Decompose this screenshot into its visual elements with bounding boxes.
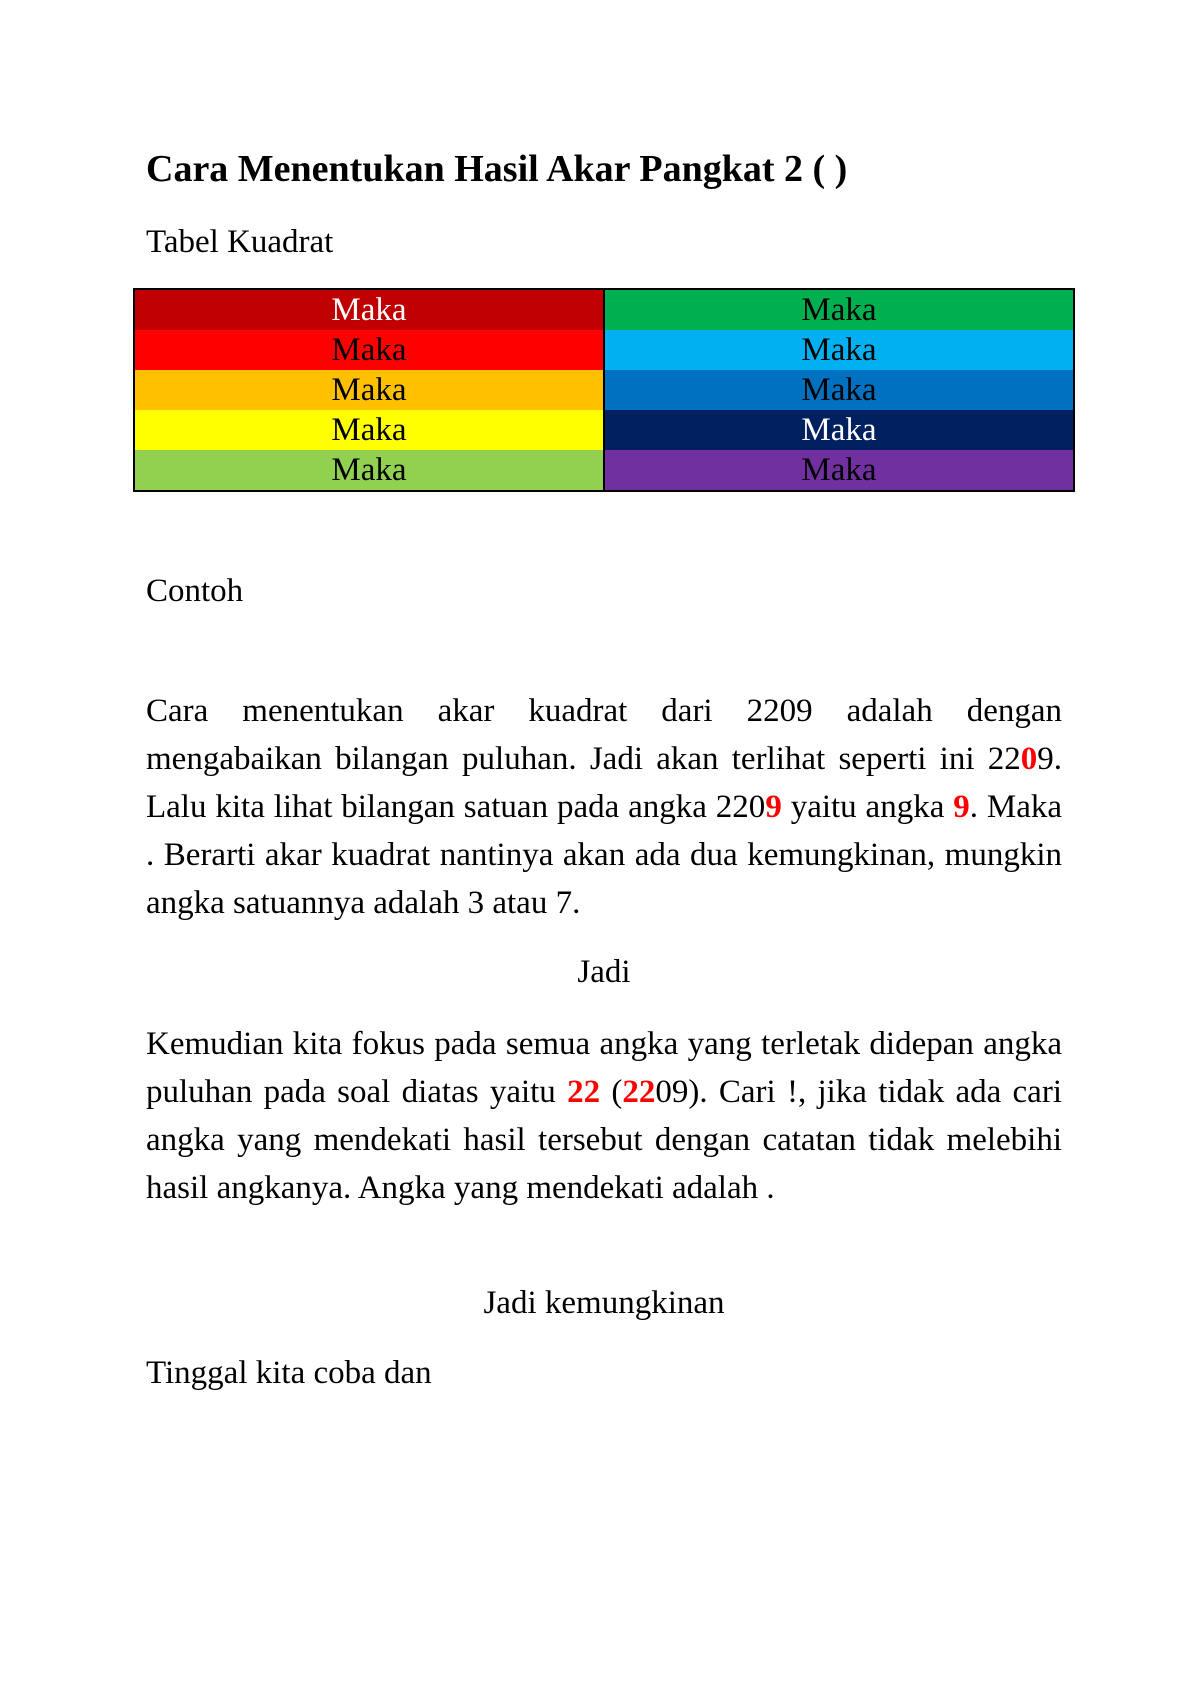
table-caption: Tabel Kuadrat [146,224,334,260]
example-label: Contoh [146,573,244,609]
paragraph-text: 9. Lalu kita lihat bilangan satuan pada angka 220 [146,741,1062,825]
table-row [134,370,1074,410]
highlighted-digit: 0 [1020,741,1038,777]
table-cell-left: Maka [134,370,604,410]
square-table [133,288,1075,492]
table-cell-left: Maka [134,289,604,330]
table-cell-right: Maka [604,370,1074,410]
table-cell-right: Maka [604,410,1074,450]
table-row [134,410,1074,450]
table-row [134,289,1074,330]
table-cell-left: Maka [134,450,604,491]
table-row [134,450,1074,491]
paragraph-text: yaitu angka [781,789,954,825]
square-table-body [134,289,1074,491]
paragraph-text: Kemudian kita fokus pada semua angka yang terletak didepan angka puluhan pada soal diatas yaitu [146,1026,1062,1110]
example-paragraph [146,687,1062,927]
jadi-label: Jadi [577,954,631,990]
table-cell-left: Maka [134,330,604,370]
paragraph-text: Cara menentukan akar kuadrat dari 2209 adalah dengan mengabaikan bilangan puluhan. Jadi akan terlihat seperti ini 22 [146,693,1062,777]
highlighted-digit: 9 [953,789,970,825]
paragraph-text: . Maka . Berarti akar kuadrat nantinya akan ada dua kemungkinan, mungkin angka satuannya adalah 3 atau 7. [146,789,1063,921]
table-cell-left: Maka [134,410,604,450]
page-title: Cara Menentukan Hasil Akar Pangkat 2 ( ) [146,148,848,190]
table-cell-right: Maka [604,330,1074,370]
table-cell-right: Maka [604,450,1074,491]
table-row [134,330,1074,370]
closing-line: Tinggal kita coba dan [146,1355,432,1391]
paragraph-text: ( [600,1074,623,1110]
table-cell-right: Maka [604,289,1074,330]
highlighted-digit: 9 [765,789,782,825]
highlighted-number: 22 [567,1074,601,1110]
highlighted-number: 22 [622,1074,656,1110]
jadi-kemungkinan-label: Jadi kemungkinan [483,1285,725,1321]
paragraph-text: 09). Cari !, jika tidak ada cari angka yang mendekati hasil tersebut dengan catatan tidak melebihi hasil angkanya. Angka yang mendekati adalah . [146,1074,1062,1206]
focus-paragraph [146,1020,1062,1212]
